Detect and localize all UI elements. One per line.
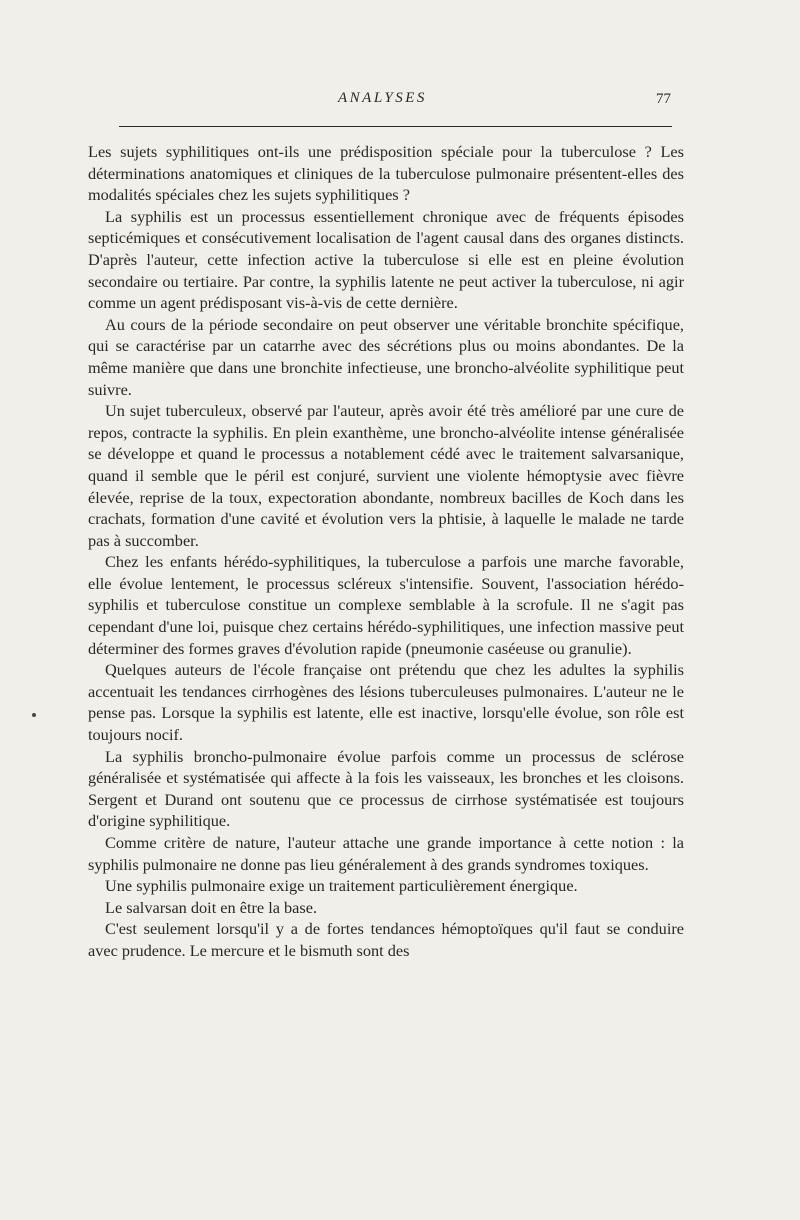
- paragraph: Au cours de la période secondaire on peut observer une véritable bronchite spécifique, qui se caractérise par un catarrhe avec des sécrétions plus ou moins abondantes. De la même manière que dans une bronchite infectieuse, une broncho-alvéolite syphilitique peut suivre.: [88, 314, 684, 399]
- paragraph: Les sujets syphilitiques ont-ils une prédisposition spéciale pour la tuberculose ? Les déterminations anatomiques et cliniques de la tuberculose pulmonaire présentent-elles des modalités spéciales chez les sujets syphilitiques ?: [88, 142, 684, 205]
- running-head: [0, 90, 800, 120]
- body-text: [88, 141, 684, 962]
- running-title: ANALYSES: [338, 90, 427, 106]
- paragraph: Quelques auteurs de l'école française ont prétendu que chez les adultes la syphilis accentuait les tendances cirrhogènes des lésions tuberculeuses pulmonaires. L'auteur ne le pense pas. Lorsque la syphilis est latente, elle est inactive, lorsqu'elle évolue, son rôle est toujours nocif.: [88, 660, 684, 745]
- margin-mark: [32, 713, 36, 717]
- paragraph: Le salvarsan doit en être la base.: [105, 897, 318, 917]
- paragraph: Une syphilis pulmonaire exige un traitement particulièrement énergique.: [105, 876, 578, 896]
- paragraph: La syphilis est un processus essentiellement chronique avec de fréquents épisodes septicémiques et consécutivement localisation de l'agent causal dans des organes distincts. D'après l'auteur, cette infection active la tuberculose si elle est en pleine évolution secondaire ou tertiaire. Par contre, la syphilis latente ne peut activer la tuberculose, ni agir comme un agent prédisposant vis-à-vis de cette dernière.: [88, 206, 684, 313]
- page-number: 77: [656, 91, 671, 107]
- paragraph: La syphilis broncho-pulmonaire évolue parfois comme un processus de sclérose généralisée et systématisée qui affecte à la fois les vaisseaux, les bronches et les cloisons. Sergent et Durand ont soutenu que ce processus de cirrhose systématisée est toujours d'origine syphilitique.: [88, 746, 684, 831]
- paragraph: Chez les enfants hérédo-syphilitiques, la tuberculose a parfois une marche favorable, elle évolue lentement, le processus scléreux s'intensifie. Souvent, l'association hérédo-syphilis et tuberculose constitue un complexe semblable à la scrofule. Il ne s'agit pas cependant d'une loi, puisque chez certains hérédo-syphilitiques, une infection massive peut déterminer des formes graves d'évolution rapide (pneumonie caséeuse ou granulie).: [88, 552, 684, 658]
- paragraph: Comme critère de nature, l'auteur attache une grande importance à cette notion : la syphilis pulmonaire ne donne pas lieu généralement à des grands syndromes toxiques.: [88, 833, 684, 874]
- header-rule: [119, 126, 672, 127]
- paragraph: Un sujet tuberculeux, observé par l'auteur, après avoir été très amélioré par une cure de repos, contracte la syphilis. En plein exanthème, une broncho-alvéolite intense généralisée se développe et quand le processus a notablement cédé avec le traitement salvarsanique, quand il semble que le péril est conjuré, survient une violente hémoptysie avec fièvre élevée, reprise de la toux, expectoration abondante, nombreux bacilles de Koch dans les crachats, formation d'une cavité et évolution vers la phtisie, à laquelle le malade ne tarde pas à succomber.: [88, 401, 684, 550]
- paragraph: C'est seulement lorsqu'il y a de fortes tendances hémoptoïques qu'il faut se conduire avec prudence. Le mercure et le bismuth sont des: [88, 919, 684, 960]
